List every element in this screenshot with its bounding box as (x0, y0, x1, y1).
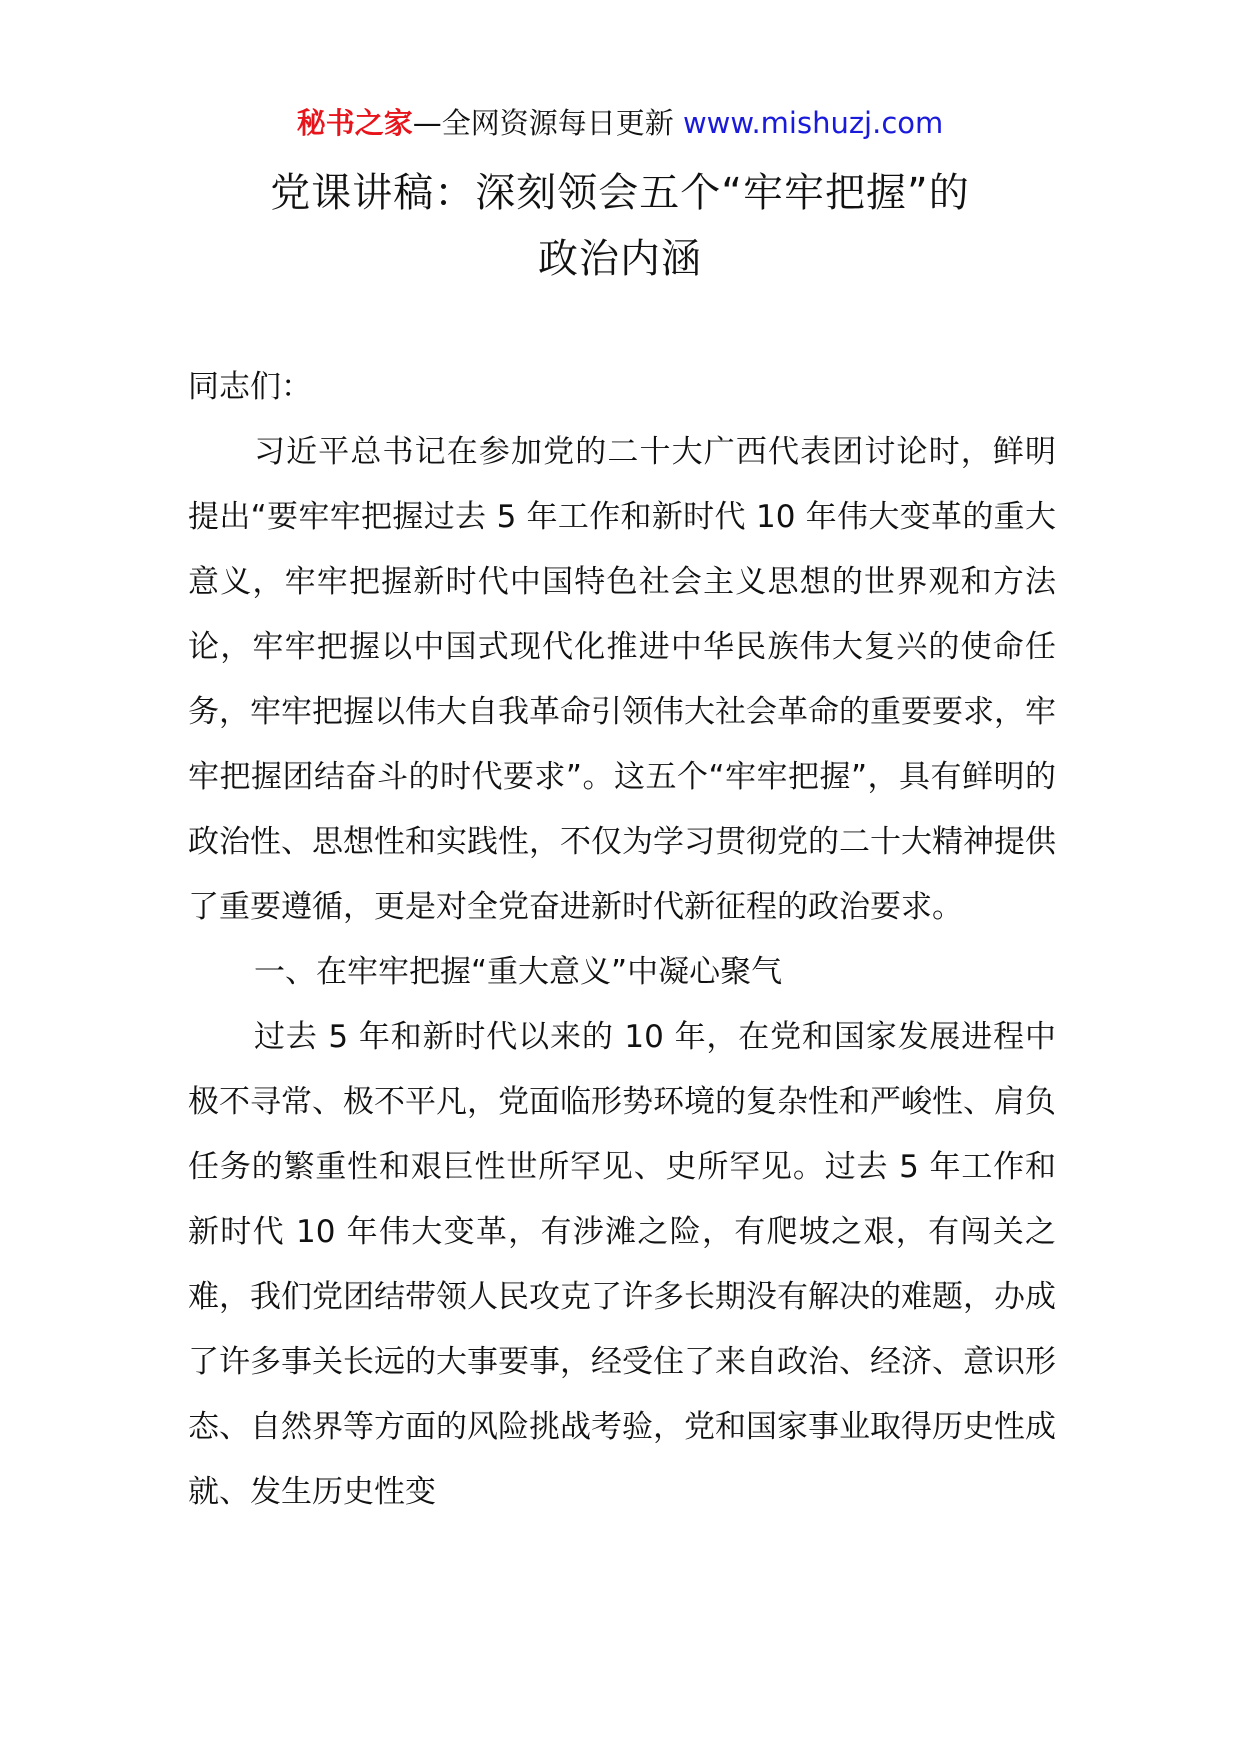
document-title (150, 160, 1090, 292)
title-line-1: 党课讲稿：深刻领会五个“牢牢把握”的 (270, 170, 970, 216)
title-line-2: 政治内涵 (538, 236, 702, 282)
paragraph-section-1: 过去 5 年和新时代以来的 10 年，在党和国家发展进程中极不寻常、极不平凡，党面临形势环境的复杂性和严峻性、肩负任务的繁重性和艰巨性世所罕见、史所罕见。过去 5 年工作和新时代 10 年伟大变革，有涉滩之险，有爬坡之艰，有闯关之难，我们党团结带领人民攻克了许多长期没有解决的难题，办成了许多事关长远的大事要事，经受住了来自政治、经济、意识形态、自然界等方面的风险挑战考验，党和国家事业取得历史性成就、发生历史性变 (188, 1019, 1056, 1510)
brand-name: 秘书之家 (296, 106, 413, 140)
document-body (188, 355, 1056, 1525)
section-heading-1: 一、在牢牢把握“重大意义”中凝心聚气 (254, 954, 783, 990)
paragraph-intro: 习近平总书记在参加党的二十大广西代表团讨论时，鲜明提出“要牢牢把握过去 5 年工作和新时代 10 年伟大变革的重大意义，牢牢把握新时代中国特色社会主义思想的世界观和方法论，牢牢把握以中国式现代化推进中华民族伟大复兴的使命任务，牢牢把握以伟大自我革命引领伟大社会革命的重要要求，牢牢把握团结奋斗的时代要求”。这五个“牢牢把握”，具有鲜明的政治性、思想性和实践性，不仅为学习贯彻党的二十大精神提供了重要遵循，更是对全党奋进新时代新征程的政治要求。 (188, 434, 1056, 925)
header-tagline: —全网资源每日更新 (412, 106, 683, 140)
site-url-link[interactable]: www.mishuzj.com (682, 106, 944, 140)
salutation: 同志们： (188, 369, 312, 405)
site-header (0, 103, 1240, 143)
